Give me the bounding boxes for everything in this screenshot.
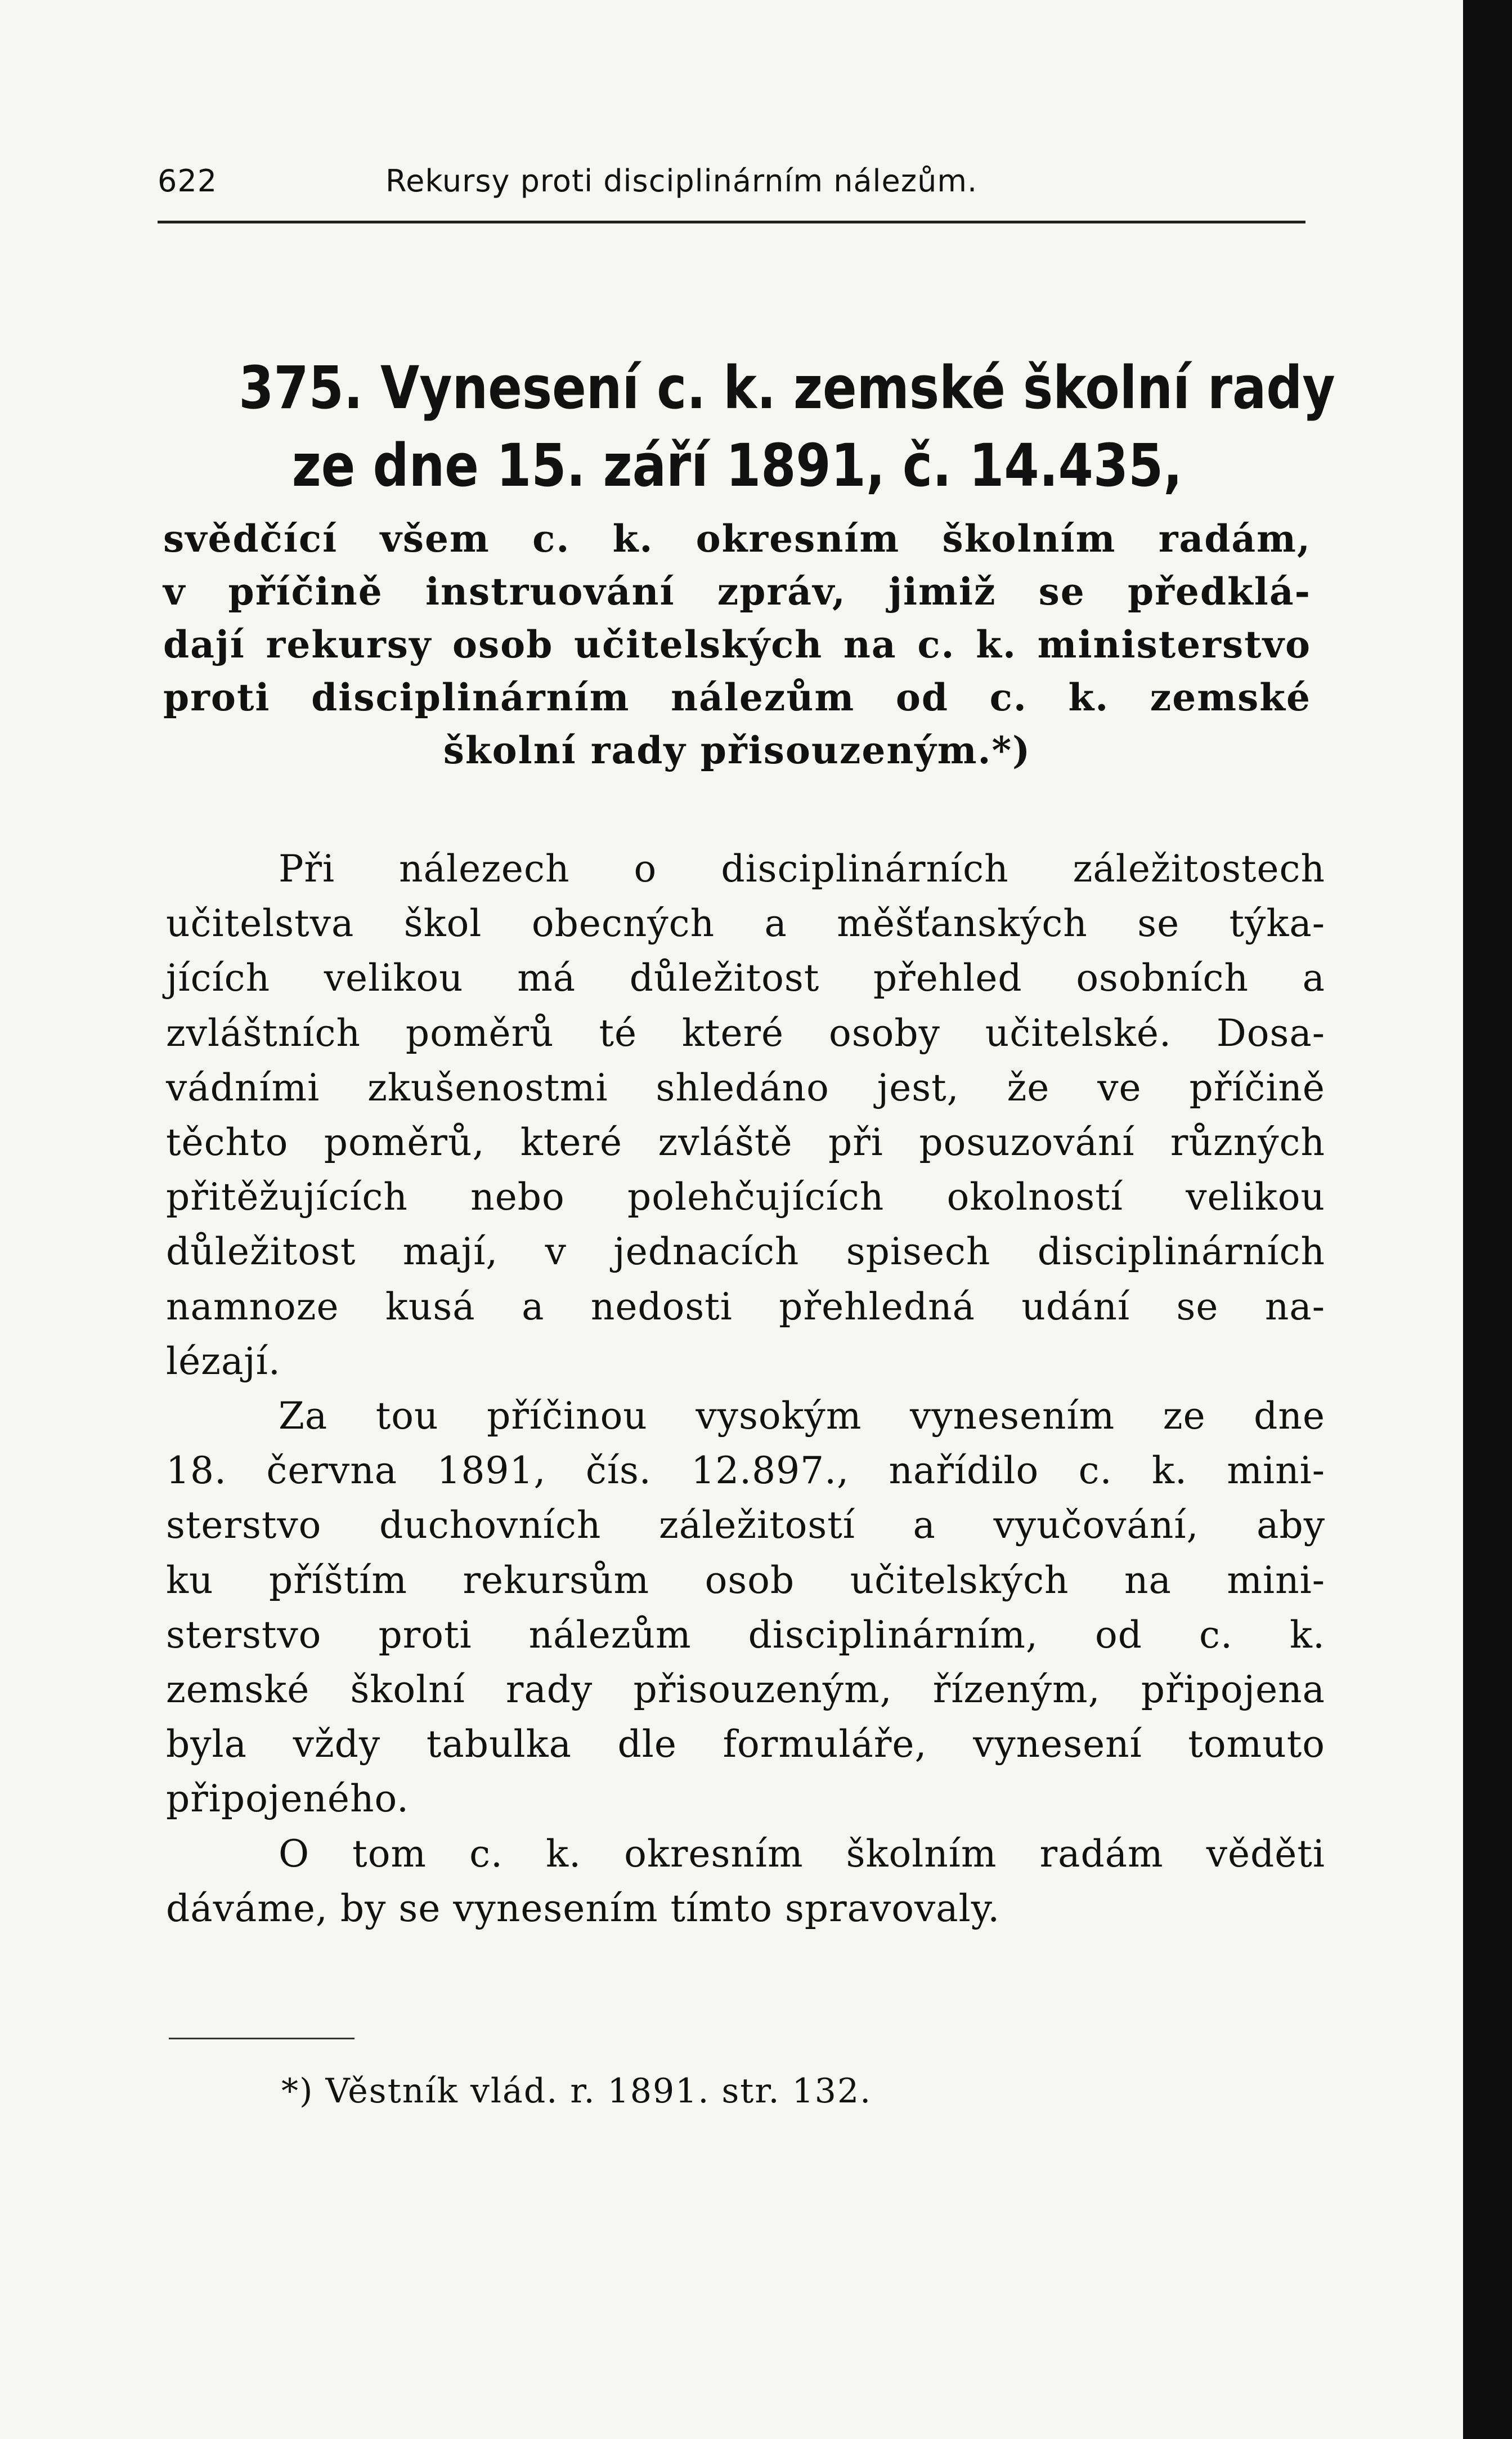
running-head: Rekursy proti disciplinárním nálezům.: [385, 163, 978, 199]
text-line: lézají.: [166, 1339, 281, 1383]
text-line: zvláštních poměrů té které osoby učitelské. Dosa-: [166, 1011, 1325, 1055]
header-rule: [158, 221, 1305, 223]
scan-edge: [1463, 0, 1512, 2439]
paragraph-2: [166, 1389, 1325, 1827]
text-line: těchto poměrů, které zvláště při posuzování různých: [166, 1121, 1325, 1165]
text-line: sterstvo proti nálezům disciplinárním, od c. k.: [166, 1613, 1325, 1657]
page-header: [158, 163, 1305, 208]
paragraph-3: [166, 1827, 1325, 1936]
text-line: dáváme, by se vynesením tímto spravovaly.: [166, 1886, 1000, 1930]
title-line-2: ze dne 15. září 1891, č. 14.435,: [291, 431, 1183, 500]
subtitle-line: dají rekursy osob učitelských na c. k. ministerstvo: [163, 623, 1311, 666]
document-subtitle: [163, 512, 1311, 777]
text-line: namnoze kusá a nedosti přehledná udání se na-: [166, 1285, 1325, 1328]
text-line: ku příštím rekursům osob učitelských na mini-: [166, 1558, 1325, 1602]
text-line: Za tou příčinou vysokým vynesením ze dne: [279, 1394, 1325, 1438]
text-line: učitelstva škol obecných a měšťanských se týka-: [166, 902, 1325, 946]
text-line: připojeného.: [166, 1777, 410, 1821]
text-line: jících velikou má důležitost přehled osobních a: [166, 956, 1325, 1000]
text-line: Při nálezech o disciplinárních záležitostech: [279, 847, 1325, 890]
text-line: přitěžujících nebo polehčujících okolností velikou: [166, 1175, 1325, 1219]
text-line: zemské školní rady přisouzeným, řízeným, připojena: [166, 1668, 1325, 1712]
subtitle-line: v příčině instruování zpráv, jimiž se předklá-: [163, 570, 1311, 614]
text-line: O tom c. k. okresním školním radám věděti: [279, 1832, 1325, 1876]
subtitle-line: proti disciplinárním nálezům od c. k. zemské: [163, 675, 1311, 719]
text-line: vádními zkušenostmi shledáno jest, že ve příčině: [166, 1066, 1325, 1109]
paragraph-1: [166, 842, 1325, 1389]
footnote: *) Věstník vlád. r. 1891. str. 132.: [281, 2071, 872, 2111]
text-line: 18. června 1891, čís. 12.897., nařídilo c. k. mini-: [166, 1449, 1325, 1493]
subtitle-line: svědčící všem c. k. okresním školním radám,: [163, 517, 1311, 561]
text-line: sterstvo duchovních záležitostí a vyučování, aby: [166, 1503, 1325, 1547]
page-number: 622: [158, 163, 218, 199]
text-line: důležitost mají, v jednacích spisech disciplinárních: [166, 1230, 1325, 1274]
footnote-rule: [169, 2038, 355, 2039]
document-title: [239, 349, 1335, 504]
body-text: [166, 842, 1325, 1936]
text-line: byla vždy tabulka dle formuláře, vynesení tomuto: [166, 1722, 1325, 1766]
subtitle-line: školní rady přisouzeným.*): [443, 728, 1031, 772]
title-line-1: 375. Vynesení c. k. zemské školní rady: [239, 353, 1335, 422]
